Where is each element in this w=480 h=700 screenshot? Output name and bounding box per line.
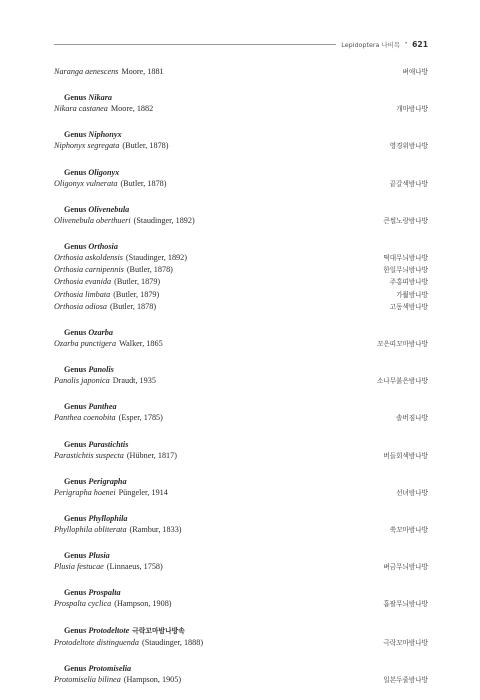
genus-heading	[64, 401, 428, 412]
genus-name: Perigrapha	[88, 476, 127, 486]
genus-heading	[64, 364, 428, 375]
genus-word: Genus	[64, 365, 89, 375]
genus-group	[54, 439, 428, 462]
genus-group	[54, 625, 428, 649]
genus-group	[54, 92, 428, 115]
genus-heading	[64, 167, 428, 178]
scientific-name: Perigrapha hoenei	[54, 487, 116, 497]
species-entry	[54, 487, 168, 498]
scientific-name: Naranga aenescens	[54, 67, 119, 76]
author-citation: Moore, 1882	[110, 104, 154, 114]
author-citation: (Butler, 1878)	[122, 141, 169, 151]
genus-word: Genus	[64, 130, 89, 140]
genus-word: Genus	[64, 514, 89, 524]
genus-word: Genus	[64, 663, 89, 673]
genus-name: Oligonyx	[88, 167, 120, 177]
genus-heading	[64, 129, 428, 140]
species-row	[54, 103, 428, 115]
species-entry	[54, 264, 173, 275]
genus-group	[54, 364, 428, 387]
species-list	[54, 66, 428, 700]
genus-name: Parastichtis	[88, 439, 129, 449]
species-entry	[54, 178, 167, 189]
genus-group	[54, 663, 428, 686]
genus-heading	[64, 625, 428, 637]
genus-heading	[64, 550, 428, 561]
genus-group	[54, 66, 428, 78]
scientific-name: Prospalta cyclica	[54, 599, 112, 609]
species-entry	[54, 637, 203, 648]
korean-name: 큰썰노랑밤나방	[383, 216, 428, 225]
genus-word: Genus	[64, 242, 89, 252]
korean-name: 쑥꼬마밤나방	[389, 526, 428, 535]
species-entry	[54, 561, 163, 572]
genus-name: Panthea	[88, 402, 117, 412]
author-citation: (Hampson, 1908)	[114, 599, 172, 609]
species-row	[54, 140, 428, 152]
scientific-name: Phyllophila obliterata	[54, 525, 127, 535]
header-rule	[54, 44, 336, 45]
genus-name: Plusia	[88, 551, 110, 561]
scientific-name: Protomiselia bilinea	[54, 674, 121, 684]
header-separator-dot: •	[405, 41, 408, 47]
species-entry	[54, 301, 156, 312]
korean-name: 한일무늬밤나방	[383, 266, 428, 275]
genus-group	[54, 476, 428, 499]
page-number: 621	[412, 39, 428, 49]
author-citation: (Staudinger, 1892)	[133, 215, 195, 225]
species-row	[54, 289, 428, 301]
genus-word: Genus	[64, 625, 89, 635]
scientific-name: Parastichtis suspecta	[54, 450, 124, 460]
genus-name: Phyllophila	[88, 514, 128, 524]
species-row	[54, 598, 428, 610]
scientific-name: Orthosia odiosa	[54, 301, 107, 311]
author-citation: (Staudinger, 1892)	[125, 253, 187, 263]
korean-name: 영경위밤나방	[389, 142, 428, 151]
author-citation: Walker, 1865	[119, 339, 163, 349]
genus-name: Panolis	[88, 365, 114, 375]
korean-name: 흡팔무늬밤나방	[383, 600, 428, 609]
scientific-name: Orthosia limbata	[54, 289, 111, 299]
genus-name: Nikara	[88, 93, 112, 103]
genus-name: Niphonyx	[88, 130, 122, 140]
scientific-name: Niphonyx segregata	[54, 141, 120, 151]
species-row	[54, 674, 428, 686]
author-citation: Draudt, 1935	[112, 376, 156, 386]
species-row	[54, 637, 428, 649]
genus-word: Genus	[64, 439, 89, 449]
author-citation: (Butler, 1879)	[113, 289, 160, 299]
korean-name: 선녀밤나방	[396, 488, 428, 497]
scientific-name: Olivenebula oberthueri	[54, 215, 131, 225]
korean-name: 주홍띠밤나방	[389, 278, 428, 287]
korean-name: 떡대무늬밤나방	[383, 254, 428, 263]
genus-heading	[64, 513, 428, 524]
species-entry	[54, 276, 160, 287]
species-entry	[54, 338, 163, 349]
species-entry	[54, 252, 187, 263]
genus-heading	[64, 327, 428, 338]
author-citation: (Hampson, 1905)	[123, 674, 182, 684]
genus-word: Genus	[64, 402, 89, 412]
species-row	[54, 338, 428, 350]
species-row	[54, 375, 428, 387]
genus-heading	[64, 587, 428, 598]
species-row	[54, 178, 428, 190]
korean-name: 가퓖밤나방	[396, 290, 428, 299]
korean-name: 벼금무늬밤나방	[383, 563, 428, 572]
genus-name: Protomiselia	[88, 663, 132, 673]
species-row	[54, 264, 428, 276]
scientific-name: Orthosia carnipennis	[54, 265, 124, 275]
species-row	[54, 412, 428, 424]
korean-name: 꼬은띠꼬마밤나방	[377, 340, 428, 349]
species-entry	[54, 375, 156, 386]
genus-group	[54, 550, 428, 573]
species-row	[54, 301, 428, 313]
scientific-name: Oligonyx vulnerata	[54, 178, 118, 188]
species-entry	[54, 450, 177, 461]
author-citation: (Linnaeus, 1758)	[106, 562, 163, 572]
genus-name: Prospalta	[88, 588, 121, 598]
scientific-name: Panolis japonica	[54, 376, 110, 386]
species-row	[54, 252, 428, 264]
species-row	[54, 215, 428, 227]
korean-name: 극락꼬마밤나방	[383, 638, 428, 647]
species-entry	[54, 412, 163, 423]
genus-heading	[64, 92, 428, 103]
author-citation: (Butler, 1878)	[120, 178, 167, 188]
genus-word: Genus	[64, 551, 89, 561]
genus-group	[54, 241, 428, 313]
genus-group	[54, 167, 428, 190]
genus-name: Protodeltote	[88, 625, 130, 635]
genus-word: Genus	[64, 167, 89, 177]
scientific-name: Orthosia askoldensis	[54, 253, 123, 263]
korean-name: 벼애나방	[402, 68, 428, 76]
genus-name: Orthosia	[88, 242, 118, 252]
species-row	[54, 66, 428, 78]
korean-name: 버들회색밤나방	[383, 451, 428, 460]
author-citation: (Hübner, 1817)	[126, 450, 177, 460]
korean-name: 고동색밤나방	[389, 302, 428, 311]
genus-group	[54, 204, 428, 227]
author-citation: (Butler, 1878)	[126, 265, 173, 275]
species-entry	[54, 103, 153, 114]
korean-name: 개마밤나방	[396, 105, 428, 114]
genus-word: Genus	[64, 93, 89, 103]
genus-heading	[64, 663, 428, 674]
species-row	[54, 561, 428, 573]
genus-word: Genus	[64, 588, 89, 598]
author-citation: (Butler, 1879)	[114, 277, 161, 287]
scientific-name: Plusia festucae	[54, 562, 104, 572]
species-entry	[54, 289, 159, 300]
scientific-name: Protodeltote distinguenda	[54, 637, 139, 647]
genus-heading	[64, 204, 428, 215]
genus-group	[54, 401, 428, 424]
genus-word: Genus	[64, 204, 89, 214]
korean-name: 솔버짐나방	[396, 414, 428, 423]
korean-name: 끝갈색밤나방	[389, 179, 428, 188]
author-citation: (Esper, 1785)	[118, 413, 163, 423]
species-row	[54, 524, 428, 536]
scientific-name: Orthosia evanida	[54, 277, 112, 287]
species-entry	[54, 66, 164, 77]
genus-heading	[64, 476, 428, 487]
species-entry	[54, 674, 181, 685]
species-row	[54, 487, 428, 499]
author-citation: (Rambur, 1833)	[129, 525, 182, 535]
species-entry	[54, 598, 172, 609]
scientific-name: Nikara castanea	[54, 104, 108, 114]
genus-name: Olivenebula	[88, 204, 130, 214]
korean-name: 일본두줄밤나방	[383, 675, 428, 684]
genus-group	[54, 513, 428, 536]
korean-name: 소나무붉은밤나방	[377, 377, 428, 386]
genus-korean-name: 극락꼬마밤나방속	[132, 626, 185, 635]
species-entry	[54, 524, 182, 535]
scientific-name: Ozarba punctigera	[54, 339, 117, 349]
author-citation: Moore, 1881	[121, 67, 164, 76]
genus-group	[54, 129, 428, 152]
genus-word: Genus	[64, 328, 89, 338]
genus-heading	[64, 241, 428, 252]
genus-group	[54, 327, 428, 350]
species-row	[54, 450, 428, 462]
genus-word: Genus	[64, 476, 89, 486]
author-citation: (Staudinger, 1888)	[141, 637, 204, 647]
species-entry	[54, 140, 168, 151]
scientific-name: Panthea coenobita	[54, 413, 116, 423]
genus-group	[54, 587, 428, 610]
author-citation: (Butler, 1878)	[110, 301, 157, 311]
genus-heading	[64, 439, 428, 450]
author-citation: Püngeler, 1914	[118, 487, 168, 497]
header-title: Lepidoptera 나비목	[341, 40, 401, 49]
genus-name: Ozarba	[88, 328, 113, 338]
species-entry	[54, 215, 195, 226]
page-header	[54, 38, 428, 50]
species-row	[54, 276, 428, 288]
